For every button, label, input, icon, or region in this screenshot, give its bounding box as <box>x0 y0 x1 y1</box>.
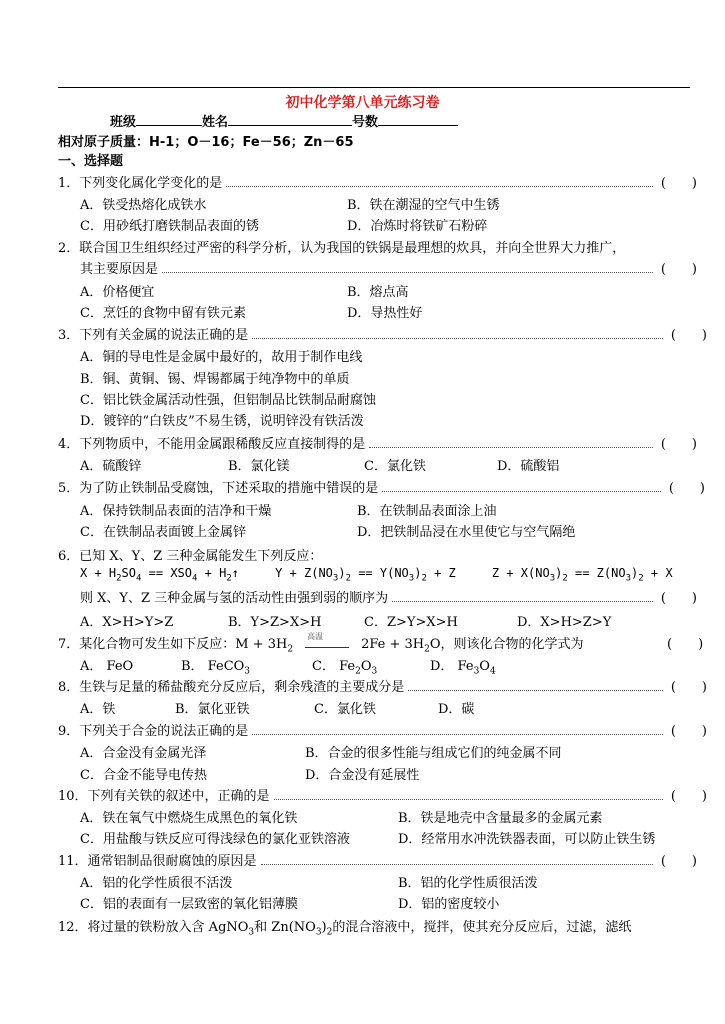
option-c: C．Z>Y>X>H <box>364 615 458 630</box>
answer-paren[interactable]: ( ) <box>670 789 707 804</box>
answer-paren[interactable]: ( ) <box>668 481 705 496</box>
option-c: C．氯化铁 <box>314 702 376 717</box>
option-a: A．铝的化学性质很不活泼 <box>80 876 233 891</box>
option-a: A．硫酸锌 <box>80 459 142 474</box>
name-label: 姓名 <box>202 115 229 130</box>
option-a: A．价格便宜 <box>80 285 155 300</box>
question-3-stem: 3．下列有关金属的说法正确的是 ( ) <box>58 324 707 342</box>
number-field[interactable] <box>378 113 458 126</box>
option-c: C．氯化铁 <box>364 459 426 474</box>
option-b: B．合金的很多性能与组成它们的纯金属不同 <box>305 746 562 761</box>
option-d: D．合金没有延展性 <box>305 768 420 783</box>
option-d: D．铝的密度较小 <box>398 897 500 912</box>
answer-paren[interactable]: ( ) <box>670 680 707 695</box>
option-c: C．烹饪的食物中留有铁元素 <box>80 306 246 321</box>
question-1-stem: 1．下列变化属化学变化的是 ( ) <box>58 172 697 190</box>
option-a: A．铁在氧气中燃烧生成黑色的氧化铁 <box>80 811 298 826</box>
class-field[interactable] <box>136 113 202 126</box>
question-10-stem: 10．下列有关铁的叙述中，正确的是 ( ) <box>58 785 707 803</box>
class-label: 班级 <box>110 115 137 130</box>
option-a: A．铁 <box>80 702 116 717</box>
question-6-equations: $X + H_2SO_4 == XSO_4$ + $H_2↑$ $Y + Z(NO_3)_2 == Y(NO_3)_2 + Z$ $Z + X(NO_3)_2 == Z(NO_3)_2 + X$ <box>80 566 673 584</box>
condition-label: 高温 <box>307 632 324 641</box>
question-2-stem: 其主要原因是 ( ) <box>80 258 697 276</box>
option-c: C．用砂纸打磨铁制品表面的锈 <box>80 219 259 234</box>
answer-paren[interactable]: ( ) <box>660 437 697 452</box>
answer-paren[interactable]: ( ) <box>660 854 697 869</box>
answer-paren[interactable]: ( ) <box>660 591 697 606</box>
option-d: D．把铁制品浸在水里使它与空气隔绝 <box>357 525 576 540</box>
atomic-mass-line: 相对原子质量：H-1；O－16；Fe－56；Zn－65 <box>58 135 354 150</box>
option-b: B．在铁制品表面涂上油 <box>357 504 497 519</box>
question-8-stem: 8．生铁与足量的稀盐酸充分反应后，剩余残渣的主要成分是 ( ) <box>58 676 707 694</box>
option-a: A．铁受热熔化成铁水 <box>80 198 207 213</box>
answer-paren[interactable]: ( ) <box>670 724 707 739</box>
answer-paren[interactable]: ( ) <box>670 328 707 343</box>
section-heading: 一、选择题 <box>58 154 124 169</box>
question-2-line1: 2．联合国卫生组织经过严密的科学分析，认为我国的铁锅是最理想的炊具，并向全世界大力推广， <box>58 241 626 256</box>
option-d: D．导热性好 <box>347 306 423 321</box>
option-a: A．X>H>Y>Z <box>80 615 174 630</box>
option-a: A． FeO <box>80 659 134 674</box>
option-c: C．用盐酸与铁反应可得浅绿色的氯化亚铁溶液 <box>80 832 350 847</box>
question-7-stem: 7．某化合物可发生如下反应：$M + 3H_2$ 高温 $2Fe + 3H_2O$，则该化合物的化学式为 <box>58 632 584 655</box>
question-6-stem: 6．已知 X、Y、Z 三种金属能发生下列反应： <box>58 549 323 564</box>
option-b: B．铁是地壳中含量最多的金属元素 <box>398 811 603 826</box>
name-field[interactable] <box>228 113 352 126</box>
number-label: 号数 <box>352 115 379 130</box>
option-b: B．Y>Z>X>H <box>228 615 322 630</box>
option-a: A．铜的导电性是金属中最好的，故用于制作电线 <box>80 350 363 365</box>
option-c: C． $Fe_2O_3$ <box>312 659 378 677</box>
option-c: C．在铁制品表面镀上金属锌 <box>80 525 246 540</box>
answer-paren[interactable]: ( ) <box>660 262 697 277</box>
option-d: D．冶炼时将铁矿石粉碎 <box>347 219 488 234</box>
question-5-stem: 5．为了防止铁制品受腐蚀，下述采取的措施中错误的是 ( ) <box>58 477 705 495</box>
option-d: D．X>H>Z>Y <box>517 615 612 630</box>
answer-paren[interactable]: ( ) <box>660 176 697 191</box>
option-b: B．铜、黄铜、锡、焊锡都属于纯净物中的单质 <box>80 372 350 387</box>
option-c: C．合金不能导电传热 <box>80 768 207 783</box>
option-d: D．镀锌的“白铁皮”不易生锈，说明锌没有铁活泼 <box>80 414 364 429</box>
option-a: A．合金没有金属光泽 <box>80 746 207 761</box>
option-b: B．氯化亚铁 <box>175 702 250 717</box>
option-b: B．铁在潮湿的空气中生锈 <box>347 198 500 213</box>
question-12-stem: 12．将过量的铁粉放入含 AgNO$_3$和 $Zn(NO_3)_2$的混合溶液中，搅拌，使其充分反应后，过滤，滤纸 <box>58 920 632 938</box>
option-b: B．氯化镁 <box>228 459 290 474</box>
option-b: B． FeCO$_3$ <box>181 659 251 677</box>
option-a: A．保持铁制品表面的洁净和干燥 <box>80 504 272 519</box>
question-4-stem: 4．下列物质中，不能用金属跟稀酸反应直接制得的是 ( ) <box>58 433 697 451</box>
option-d: D．碳 <box>438 702 475 717</box>
option-d: D．硫酸铝 <box>497 459 560 474</box>
page-title: 初中化学第八单元练习卷 <box>285 95 440 111</box>
student-info <box>110 111 458 130</box>
option-d: D． $Fe_3O_4$ <box>430 659 496 677</box>
question-9-stem: 9．下列关于合金的说法正确的是 ( ) <box>58 720 707 738</box>
question-6-line3: 则 X、Y、Z 三种金属与氢的活动性由强到弱的顺序为 ( ) <box>80 587 697 605</box>
option-d: D．经常用水冲洗铁器表面，可以防止铁生锈 <box>398 832 656 847</box>
option-b: B．铝的化学性质很活泼 <box>398 876 538 891</box>
question-11-stem: 11．通常铝制品很耐腐蚀的原因是 ( ) <box>58 850 697 868</box>
answer-paren[interactable]: ( ) <box>667 637 704 652</box>
option-c: C．铝比铁金属活动性强，但铝制品比铁制品耐腐蚀 <box>80 393 376 408</box>
option-c: C．铝的表面有一层致密的氧化铝薄膜 <box>80 897 298 912</box>
option-b: B．熔点高 <box>347 285 409 300</box>
header-rule <box>58 87 690 88</box>
